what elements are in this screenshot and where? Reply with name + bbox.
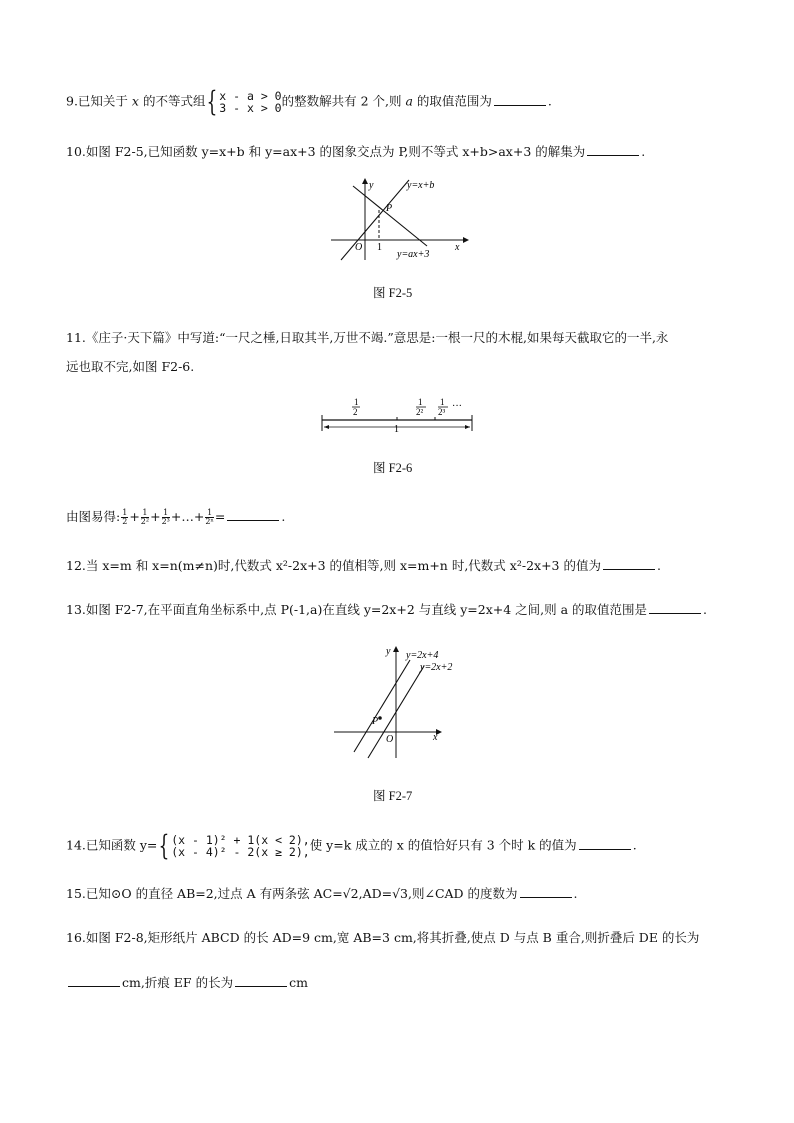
frac-den: 2² xyxy=(140,517,150,526)
frac-num: 1 xyxy=(142,508,148,517)
frac2-den: 2² xyxy=(416,407,424,417)
answer-blank[interactable] xyxy=(603,557,655,570)
line2-label: y=2x+2 xyxy=(420,662,453,673)
q15-text: 15.已知⊙O 的直径 AB=2,过点 A 有两条弦 AC=√2,AD=√3,则∠CAD 的度数为 xyxy=(66,886,518,901)
frac1-den: 2 xyxy=(353,407,358,417)
line-x-plus-b xyxy=(341,180,409,260)
y-label: y xyxy=(386,646,391,657)
q14-end: . xyxy=(632,837,637,853)
y-arrow-icon xyxy=(362,178,368,184)
q9-suffix: 的整数解共有 2 个,则 xyxy=(281,93,406,109)
tick-one-label: 1 xyxy=(377,242,382,253)
equals: = xyxy=(214,509,226,524)
answer-blank[interactable] xyxy=(649,601,701,614)
point-p-label: P xyxy=(386,203,393,214)
q12-end: . xyxy=(656,558,661,573)
q11-prefix: 由图易得: xyxy=(66,509,121,524)
answer-blank[interactable] xyxy=(227,508,279,521)
inequality-1: x - a > 0 xyxy=(219,89,282,103)
y-label: y xyxy=(369,180,374,191)
fraction xyxy=(162,509,170,526)
point-p xyxy=(378,716,382,720)
answer-blank[interactable] xyxy=(494,93,546,106)
question-16-line2 xyxy=(66,974,308,992)
figure-f2-7 xyxy=(330,642,480,762)
line2-label: y=ax+3 xyxy=(397,249,430,260)
q9-mid: 的不等式组 xyxy=(138,93,206,109)
ellipsis: ··· xyxy=(452,401,462,412)
case-1: (x - 1)² + 1(x < 2), xyxy=(171,833,310,847)
line-ax-plus-3 xyxy=(353,186,427,246)
question-11-line3: 由图易得: $\frac{1}{2}$ + $\frac{1}{\text{2²}}$ + $\frac{1}{\text{2³}}$ +…+ $\frac{1}{\text{2ⁿ}}$ = . xyxy=(66,508,286,526)
right-arrow-icon xyxy=(465,425,470,429)
plus: + xyxy=(193,509,205,524)
fraction xyxy=(141,509,149,526)
question-11-line1: 11.《庄子·天下篇》中写道:“一尺之棰,日取其半,万世不竭.”意思是:一根一尺的木棍,如果每天截取它的一半,永 xyxy=(66,330,669,345)
answer-blank[interactable] xyxy=(579,837,631,850)
answer-blank-ef[interactable] xyxy=(235,974,287,987)
inequality-2: 3 - x > 0 xyxy=(219,101,282,115)
question-13 xyxy=(66,601,707,619)
q12-text: 12.当 x=m 和 x=n(m≠n)时,代数式 x²-2x+3 的值相等,则 x=m+n 时,代数式 x²-2x+3 的值为 xyxy=(66,558,601,573)
line-2x-plus-4 xyxy=(354,660,410,752)
figure-caption: 图 F2-6 xyxy=(373,461,413,475)
inequality-system xyxy=(219,90,281,114)
frac-den: 2ⁿ xyxy=(205,517,214,526)
question-12 xyxy=(66,557,661,575)
figure-f2-5 xyxy=(325,172,475,264)
q13-end: . xyxy=(703,602,708,617)
q9-text: 9.已知关于 xyxy=(66,93,132,109)
line1-label: y=x+b xyxy=(407,180,435,191)
question-11-line2: 远也取不完,如图 F2-6. xyxy=(66,359,195,374)
line1-label: y=2x+4 xyxy=(406,650,439,661)
question-9 xyxy=(66,85,552,118)
frac-num: 1 xyxy=(122,508,128,517)
q14-suffix: 使 y=k 成立的 x 的值恰好只有 3 个时 k 的值为 xyxy=(309,837,577,853)
answer-blank[interactable] xyxy=(520,885,572,898)
fraction xyxy=(205,509,214,526)
q16-mid: cm,折痕 EF 的长为 xyxy=(122,975,234,990)
q13-text: 13.如图 F2-7,在平面直角坐标系中,点 P(-1,a)在直线 y=2x+2 与直线 y=2x+4 之间,则 a 的取值范围是 xyxy=(66,602,648,617)
answer-blank[interactable] xyxy=(587,143,639,156)
q10-text: 10.如图 F2-5,已知函数 y=x+b 和 y=ax+3 的图象交点为 P,则不等式 x+b>ax+3 的解集为 xyxy=(66,144,586,159)
figure-caption: 图 F2-7 xyxy=(373,789,413,803)
piecewise-function xyxy=(171,834,309,858)
q14-prefix: 14.已知函数 y= xyxy=(66,837,158,853)
question-15 xyxy=(66,885,578,903)
q9-end: . xyxy=(547,93,552,109)
left-arrow-icon xyxy=(324,425,329,429)
length-label: 1 xyxy=(394,424,399,435)
brace-symbol: { xyxy=(207,85,218,118)
x-label: x xyxy=(433,732,438,743)
frac-num: 1 xyxy=(163,508,169,517)
question-10 xyxy=(66,143,645,161)
plus: + xyxy=(129,509,140,524)
y-arrow-icon xyxy=(393,646,399,652)
q9-suffix2: 的取值范围为 xyxy=(412,93,492,109)
frac-num: 1 xyxy=(207,508,213,517)
frac2-num: 1 xyxy=(418,398,423,407)
plus: + xyxy=(170,509,182,524)
point-p-label: P xyxy=(372,716,379,727)
q16-end: cm xyxy=(289,975,308,990)
origin-label: O xyxy=(386,734,394,745)
figure-caption: 图 F2-5 xyxy=(373,286,413,300)
frac3-num: 1 xyxy=(440,398,445,407)
q9-var: x xyxy=(131,93,139,109)
plus: + xyxy=(150,509,161,524)
question-16-line1: 16.如图 F2-8,矩形纸片 ABCD 的长 AD=9 cm,宽 AB=3 cm,将其折叠,使点 D 与点 B 重合,则折叠后 DE 的长为 xyxy=(66,930,700,945)
brace-symbol: { xyxy=(158,829,170,862)
origin-label: O xyxy=(355,242,363,253)
q15-end: . xyxy=(573,886,578,901)
x-label: x xyxy=(455,242,460,253)
question-14 xyxy=(66,829,637,862)
fraction xyxy=(121,509,128,526)
x-arrow-icon xyxy=(463,237,469,243)
frac-den: 2 xyxy=(122,517,128,526)
frac-den: 2³ xyxy=(161,517,170,526)
case-2: (x - 4)² - 2(x ≥ 2), xyxy=(171,845,310,859)
figure-f2-6 xyxy=(318,398,476,438)
ellipsis: … xyxy=(181,509,194,524)
frac1-num: 1 xyxy=(354,398,359,407)
q10-end: . xyxy=(641,144,646,159)
q9-a: a xyxy=(405,93,413,109)
frac3-den: 2³ xyxy=(438,407,446,417)
answer-blank-de[interactable] xyxy=(68,974,120,987)
